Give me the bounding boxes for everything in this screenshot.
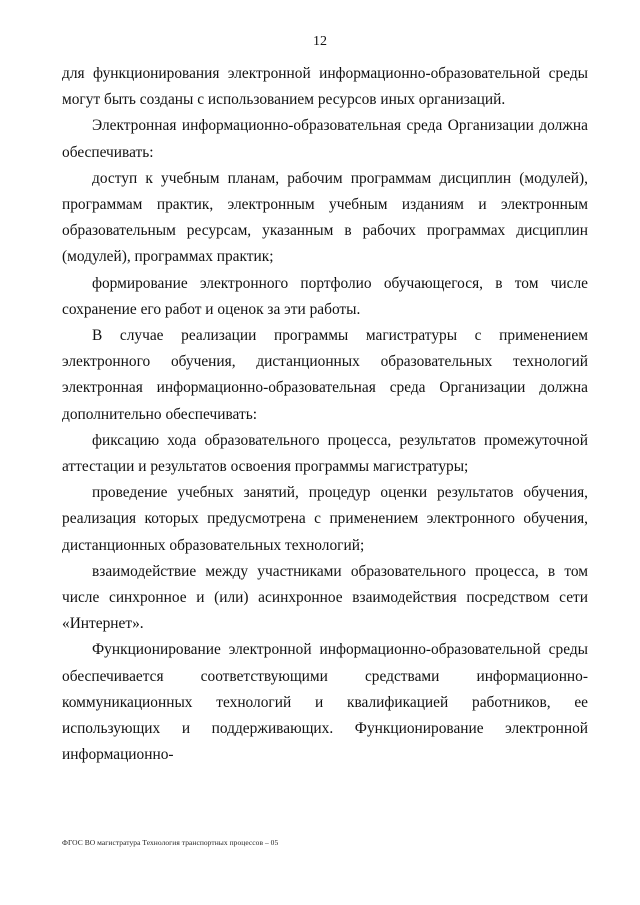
paragraph-conducting-classes: проведение учебных занятий, процедур оценки результатов обучения, реализация которых предусмотрена с применением электронного обучения, дистанционных образовательных технологий; <box>62 484 588 554</box>
paragraph-interaction: взаимодействие между участниками образовательного процесса, в том числе синхронное и (или) асинхронное взаимодействия посредством сети «Интернет». <box>62 562 588 633</box>
paragraph-e-learning: В случае реализации программы магистратуры с применением электронного обучения, дистанционных образовательных технологий электронная информационно-образовательная среда Организации должна дополнительно обеспечивать: <box>62 327 588 423</box>
paragraph-continuation: для функционирования электронной информационно-образовательной среды могут быть созданы с использованием ресурсов иных организаций. <box>62 65 588 109</box>
paragraph-functioning: Функционирование электронной информационно-образовательной среды обеспечивается соответствующими средствами информационно-коммуникационных технологий и квалификацией работников, ее использующих и поддерживающих. Функционирование электронной информационно- <box>62 641 588 764</box>
page-number: 12 <box>313 34 327 49</box>
paragraph-eios-requirements: Электронная информационно-образовательная среда Организации должна обеспечивать: <box>62 117 588 161</box>
document-body <box>62 61 588 768</box>
footer-note: ФГОС ВО магистратура Технология транспортных процессов – 05 <box>62 838 279 847</box>
paragraph-recording-progress: фиксацию хода образовательного процесса, результатов промежуточной аттестации и результатов освоения программы магистратуры; <box>62 431 588 476</box>
paragraph-access-plans: доступ к учебным планам, рабочим программам дисциплин (модулей), программам практик, электронным учебным изданиям и электронным образовательным ресурсам, указанным в рабочих программах дисциплин (модулей), программах практик; <box>62 169 588 266</box>
paragraph-portfolio: формирование электронного портфолио обучающегося, в том числе сохранение его работ и оценок за эти работы. <box>62 274 588 318</box>
